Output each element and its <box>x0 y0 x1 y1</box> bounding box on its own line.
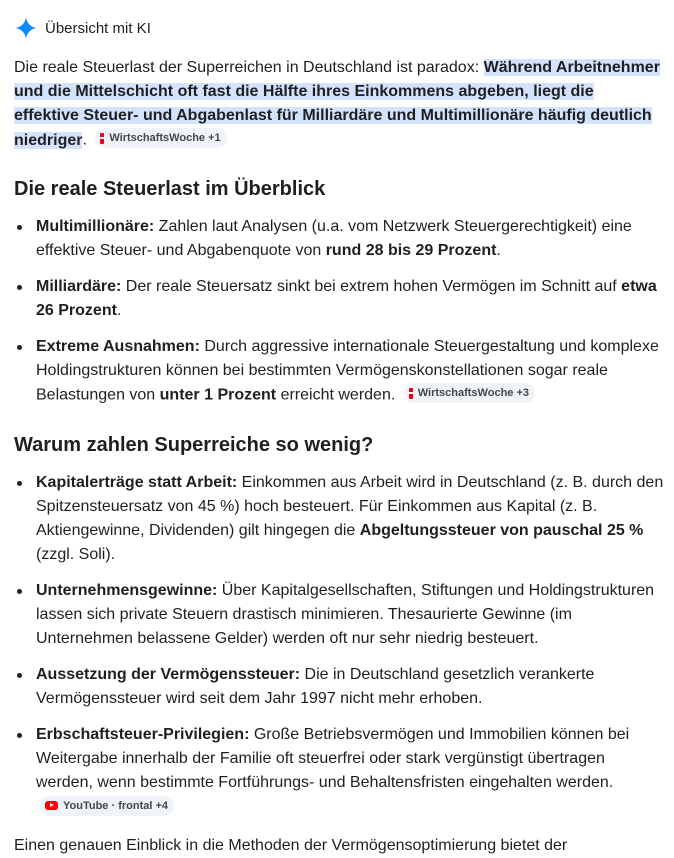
item-bold: Abgeltungssteuer von pauschal 25 % <box>359 522 644 539</box>
item-label: Milliardäre: <box>36 278 122 295</box>
item-text: erreicht werden. <box>276 386 396 404</box>
item-label: Aussetzung der Vermögenssteuer: <box>36 666 301 683</box>
outro-paragraph: Einen genauen Einblick in die Methoden der Vermögensoptimierung bietet der <box>14 837 568 854</box>
item-text: (zzgl. Soli). <box>36 546 116 563</box>
reasons-list <box>14 471 664 831</box>
source-chip[interactable] <box>95 128 226 148</box>
intro-highlight: Während Arbeitnehmer und die Mittelschicht oft fast die Hälfte ihres Einkommens abgeben, liegt die effektive Steuer- und Abgabenlast für Milliardäre und Multimillionäre häufig deutlich niedriger <box>14 59 660 149</box>
ai-overview-title: Übersicht mit KI <box>45 19 151 37</box>
item-text: . <box>116 302 122 319</box>
item-text: Große Betriebsvermögen und Immobilien können bei Weitergabe innerhalb der Familie oft steuerfrei oder stark vergünstigt übertragen werden, wenn bestimmte Fortführungs- und Behaltensfristen eingehalten werden. <box>36 726 630 791</box>
item-label: Extreme Ausnahmen: <box>36 338 200 355</box>
wirtschaftswoche-icon <box>100 133 104 144</box>
source-chip[interactable] <box>404 383 535 403</box>
item-text: Zahlen laut Analysen (u.a. vom Netzwerk Steuergerechtigkeit) eine effektive Steuer- und Abgabenquote von <box>36 218 632 259</box>
intro-text-end: . <box>82 131 87 149</box>
item-text: Die in Deutschland gesetzlich verankerte Vermögenssteuer wird seit dem Jahr 1997 nicht mehr erhoben. <box>36 666 595 707</box>
list-item <box>14 471 664 567</box>
youtube-icon <box>45 801 58 810</box>
item-text: Durch aggressive internationale Steuergestaltung und komplexe Holdingstrukturen können bei bestimmten Vermögenskonstellationen sogar reale Belastungen von <box>36 338 659 404</box>
ai-overview-header <box>14 14 151 42</box>
source-chip-label: YouTube · frontal +4 <box>63 799 169 812</box>
wirtschaftswoche-icon <box>409 388 413 399</box>
list-item <box>14 215 664 263</box>
source-chip-label: WirtschaftsWoche +3 <box>417 387 530 399</box>
source-chip-label: WirtschaftsWoche +1 <box>109 132 221 144</box>
item-text: Der reale Steuersatz sinkt bei extrem hohen Vermögen im Schnitt auf <box>121 278 622 295</box>
item-bold: unter 1 Prozent <box>159 386 277 404</box>
item-bold: rund 28 bis 29 Prozent <box>325 242 497 259</box>
list-item <box>14 663 664 711</box>
item-label: Multimillionäre: <box>36 218 155 235</box>
section-heading-overview: Die reale Steuerlast im Überblick <box>14 178 326 200</box>
list-item <box>14 579 664 651</box>
list-item <box>14 723 664 819</box>
item-bold: etwa 26 Prozent <box>36 278 657 319</box>
item-label: Erbschaftsteuer-Privilegien: <box>36 726 250 743</box>
intro-text: Die reale Steuerlast der Superreichen in Deutschland ist paradox: <box>14 59 484 76</box>
item-text: . <box>496 242 501 259</box>
list-item <box>14 335 664 408</box>
list-item <box>14 275 664 323</box>
section-heading-reasons: Warum zahlen Superreiche so wenig? <box>14 434 374 456</box>
overview-list <box>14 215 664 420</box>
item-label: Kapitalerträge statt Arbeit: <box>36 474 238 491</box>
item-label: Unternehmensgewinne: <box>36 582 218 599</box>
intro-paragraph <box>14 56 660 153</box>
item-text: Über Kapitalgesellschaften, Stiftungen und Holdingstrukturen lassen sich private Steuern drastisch minimieren. Thesaurierte Gewinne (im Unternehmen belassene Gelder) werden oft nur sehr niedrig besteuert. <box>36 582 655 647</box>
item-text: Einkommen aus Arbeit wird in Deutschland (z. B. durch den Spitzensteuersatz von 45 %) hoch besteuert. Für Einkommen aus Kapital (z. B. Aktiengewinne, Dividenden) gilt hingegen die <box>36 474 664 539</box>
sparkle-icon <box>14 16 38 40</box>
source-chip[interactable] <box>40 796 174 816</box>
